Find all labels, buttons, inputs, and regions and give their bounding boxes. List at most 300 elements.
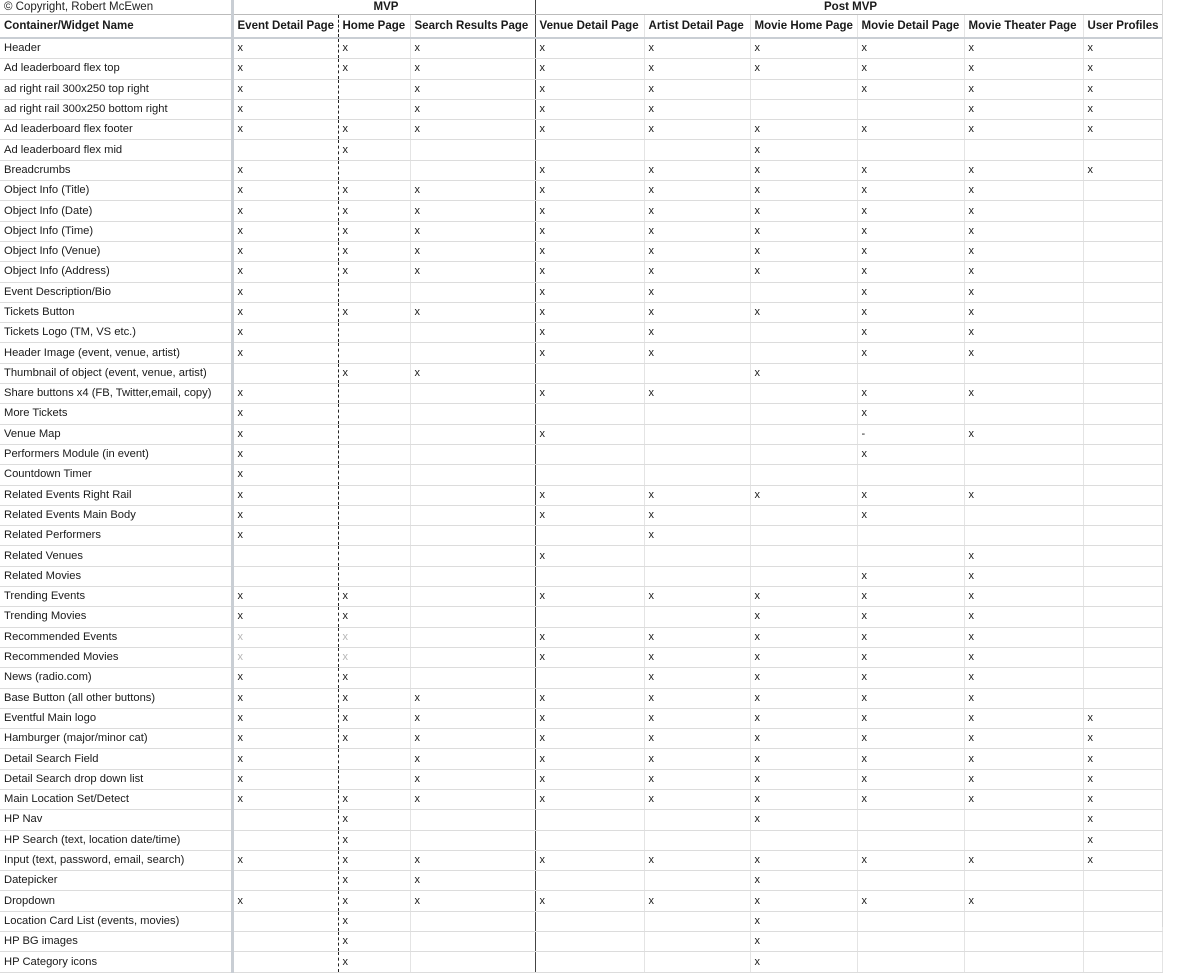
matrix-cell[interactable]: x — [857, 444, 964, 464]
matrix-cell[interactable] — [1083, 221, 1162, 241]
matrix-cell[interactable]: x — [410, 363, 535, 383]
matrix-cell[interactable] — [410, 627, 535, 647]
matrix-cell[interactable] — [750, 384, 857, 404]
matrix-cell[interactable] — [750, 282, 857, 302]
matrix-cell[interactable]: x — [338, 647, 410, 667]
matrix-cell[interactable] — [644, 404, 750, 424]
matrix-cell[interactable] — [338, 526, 410, 546]
matrix-cell[interactable]: x — [857, 181, 964, 201]
matrix-cell[interactable] — [750, 830, 857, 850]
matrix-cell[interactable]: x — [857, 201, 964, 221]
matrix-cell[interactable] — [857, 911, 964, 931]
matrix-cell[interactable] — [750, 465, 857, 485]
matrix-cell[interactable]: x — [1083, 160, 1162, 180]
row-label-cell[interactable]: Main Location Set/Detect — [0, 789, 232, 809]
matrix-cell[interactable]: x — [338, 891, 410, 911]
matrix-cell[interactable]: x — [857, 749, 964, 769]
matrix-cell[interactable]: x — [232, 221, 338, 241]
matrix-cell[interactable]: x — [535, 38, 644, 59]
matrix-cell[interactable] — [410, 911, 535, 931]
matrix-cell[interactable]: x — [644, 647, 750, 667]
matrix-cell[interactable]: x — [750, 181, 857, 201]
matrix-cell[interactable] — [644, 810, 750, 830]
matrix-cell[interactable] — [338, 566, 410, 586]
matrix-cell[interactable]: x — [857, 79, 964, 99]
matrix-cell[interactable] — [750, 404, 857, 424]
matrix-cell[interactable]: x — [857, 587, 964, 607]
matrix-cell[interactable]: x — [964, 262, 1083, 282]
matrix-cell[interactable]: x — [338, 911, 410, 931]
matrix-cell[interactable] — [535, 465, 644, 485]
matrix-cell[interactable]: x — [410, 262, 535, 282]
matrix-cell[interactable] — [1083, 241, 1162, 261]
matrix-cell[interactable]: x — [964, 302, 1083, 322]
matrix-cell[interactable]: x — [232, 769, 338, 789]
matrix-cell[interactable]: x — [1083, 708, 1162, 728]
matrix-cell[interactable]: x — [964, 424, 1083, 444]
matrix-cell[interactable]: x — [535, 485, 644, 505]
matrix-cell[interactable]: x — [964, 546, 1083, 566]
matrix-cell[interactable]: x — [338, 668, 410, 688]
matrix-cell[interactable]: x — [644, 120, 750, 140]
matrix-cell[interactable]: x — [232, 343, 338, 363]
matrix-cell[interactable]: x — [750, 952, 857, 972]
column-header[interactable]: Home Page — [338, 15, 410, 39]
group-header-post-mvp[interactable]: Post MVP — [535, 0, 1162, 15]
matrix-cell[interactable]: x — [535, 384, 644, 404]
matrix-cell[interactable]: x — [857, 262, 964, 282]
matrix-cell[interactable]: x — [535, 891, 644, 911]
column-header[interactable]: Event Detail Page — [232, 15, 338, 39]
matrix-cell[interactable]: x — [964, 201, 1083, 221]
matrix-cell[interactable] — [338, 465, 410, 485]
matrix-cell[interactable]: x — [232, 465, 338, 485]
matrix-cell[interactable] — [535, 952, 644, 972]
matrix-cell[interactable] — [410, 384, 535, 404]
matrix-cell[interactable]: x — [964, 789, 1083, 809]
matrix-cell[interactable]: x — [232, 444, 338, 464]
matrix-cell[interactable] — [535, 932, 644, 952]
matrix-cell[interactable] — [535, 668, 644, 688]
matrix-cell[interactable]: x — [1083, 99, 1162, 119]
matrix-cell[interactable]: x — [857, 607, 964, 627]
matrix-cell[interactable]: x — [338, 59, 410, 79]
matrix-cell[interactable]: x — [535, 181, 644, 201]
matrix-cell[interactable]: x — [410, 79, 535, 99]
matrix-cell[interactable] — [644, 363, 750, 383]
matrix-cell[interactable]: x — [857, 850, 964, 870]
matrix-cell[interactable]: x — [750, 647, 857, 667]
matrix-cell[interactable]: x — [338, 830, 410, 850]
matrix-cell[interactable]: x — [1083, 79, 1162, 99]
matrix-cell[interactable] — [1083, 546, 1162, 566]
matrix-cell[interactable]: x — [857, 282, 964, 302]
matrix-cell[interactable]: x — [644, 627, 750, 647]
matrix-cell[interactable]: x — [410, 729, 535, 749]
matrix-cell[interactable]: x — [1083, 729, 1162, 749]
matrix-cell[interactable]: x — [964, 729, 1083, 749]
matrix-cell[interactable] — [857, 526, 964, 546]
matrix-cell[interactable]: x — [338, 120, 410, 140]
matrix-cell[interactable] — [964, 526, 1083, 546]
matrix-cell[interactable]: x — [535, 627, 644, 647]
matrix-cell[interactable] — [410, 546, 535, 566]
matrix-cell[interactable] — [964, 404, 1083, 424]
matrix-cell[interactable]: x — [535, 323, 644, 343]
matrix-cell[interactable]: x — [750, 688, 857, 708]
row-label-cell[interactable]: Object Info (Venue) — [0, 241, 232, 261]
row-label-cell[interactable]: Related Movies — [0, 566, 232, 586]
matrix-cell[interactable]: x — [338, 688, 410, 708]
matrix-cell[interactable] — [644, 607, 750, 627]
matrix-cell[interactable] — [232, 871, 338, 891]
matrix-cell[interactable]: x — [750, 891, 857, 911]
matrix-cell[interactable]: x — [644, 891, 750, 911]
matrix-cell[interactable]: x — [964, 769, 1083, 789]
matrix-cell[interactable] — [644, 465, 750, 485]
matrix-cell[interactable] — [644, 546, 750, 566]
matrix-cell[interactable]: x — [535, 282, 644, 302]
matrix-cell[interactable]: x — [232, 241, 338, 261]
matrix-cell[interactable]: x — [410, 769, 535, 789]
row-label-cell[interactable]: Ad leaderboard flex mid — [0, 140, 232, 160]
matrix-cell[interactable]: x — [1083, 38, 1162, 59]
matrix-cell[interactable]: x — [750, 607, 857, 627]
matrix-cell[interactable]: x — [644, 38, 750, 59]
matrix-cell[interactable] — [964, 952, 1083, 972]
matrix-cell[interactable] — [1083, 384, 1162, 404]
matrix-cell[interactable] — [1083, 952, 1162, 972]
matrix-cell[interactable]: x — [535, 201, 644, 221]
matrix-cell[interactable] — [644, 140, 750, 160]
matrix-cell[interactable] — [1083, 566, 1162, 586]
matrix-cell[interactable]: x — [410, 789, 535, 809]
matrix-cell[interactable] — [750, 546, 857, 566]
matrix-cell[interactable]: x — [338, 241, 410, 261]
matrix-cell[interactable]: x — [338, 140, 410, 160]
matrix-cell[interactable]: x — [338, 363, 410, 383]
matrix-cell[interactable] — [410, 668, 535, 688]
matrix-cell[interactable] — [410, 160, 535, 180]
matrix-cell[interactable]: x — [338, 607, 410, 627]
matrix-cell[interactable] — [644, 871, 750, 891]
matrix-cell[interactable]: x — [410, 201, 535, 221]
matrix-cell[interactable]: x — [644, 59, 750, 79]
matrix-cell[interactable]: x — [338, 871, 410, 891]
matrix-cell[interactable]: x — [338, 627, 410, 647]
row-label-cell[interactable]: Performers Module (in event) — [0, 444, 232, 464]
matrix-cell[interactable]: x — [410, 891, 535, 911]
matrix-cell[interactable] — [1083, 871, 1162, 891]
matrix-cell[interactable] — [338, 546, 410, 566]
row-label-cell[interactable]: Trending Events — [0, 587, 232, 607]
row-label-cell[interactable]: Tickets Logo (TM, VS etc.) — [0, 323, 232, 343]
matrix-cell[interactable]: x — [857, 769, 964, 789]
row-label-cell[interactable]: Object Info (Title) — [0, 181, 232, 201]
matrix-cell[interactable]: x — [410, 38, 535, 59]
matrix-cell[interactable] — [1083, 627, 1162, 647]
matrix-cell[interactable] — [644, 566, 750, 586]
matrix-cell[interactable] — [1083, 526, 1162, 546]
matrix-cell[interactable] — [232, 140, 338, 160]
matrix-cell[interactable]: x — [750, 911, 857, 931]
matrix-cell[interactable]: x — [750, 729, 857, 749]
matrix-cell[interactable]: x — [644, 262, 750, 282]
matrix-cell[interactable]: x — [750, 363, 857, 383]
matrix-cell[interactable]: x — [857, 38, 964, 59]
matrix-cell[interactable]: x — [338, 708, 410, 728]
matrix-cell[interactable] — [338, 424, 410, 444]
matrix-cell[interactable] — [535, 140, 644, 160]
matrix-cell[interactable]: x — [410, 221, 535, 241]
column-header[interactable]: Movie Theater Page — [964, 15, 1083, 39]
matrix-cell[interactable]: x — [410, 59, 535, 79]
matrix-cell[interactable]: x — [535, 160, 644, 180]
matrix-cell[interactable]: x — [964, 688, 1083, 708]
matrix-cell[interactable]: x — [857, 688, 964, 708]
matrix-cell[interactable]: x — [1083, 769, 1162, 789]
row-label-cell[interactable]: Share buttons x4 (FB, Twitter,email, copy) — [0, 384, 232, 404]
matrix-cell[interactable] — [338, 404, 410, 424]
matrix-cell[interactable] — [410, 343, 535, 363]
matrix-cell[interactable] — [857, 952, 964, 972]
matrix-cell[interactable]: x — [1083, 749, 1162, 769]
matrix-cell[interactable] — [644, 911, 750, 931]
matrix-cell[interactable] — [1083, 668, 1162, 688]
matrix-cell[interactable]: x — [964, 749, 1083, 769]
matrix-cell[interactable]: x — [857, 59, 964, 79]
matrix-cell[interactable] — [644, 424, 750, 444]
matrix-cell[interactable] — [338, 79, 410, 99]
matrix-cell[interactable]: x — [857, 668, 964, 688]
row-label-cell[interactable]: HP Search (text, location date/time) — [0, 830, 232, 850]
matrix-cell[interactable] — [1083, 607, 1162, 627]
matrix-cell[interactable]: x — [750, 749, 857, 769]
matrix-cell[interactable] — [1083, 505, 1162, 525]
matrix-cell[interactable]: x — [857, 647, 964, 667]
matrix-cell[interactable]: x — [535, 120, 644, 140]
matrix-cell[interactable]: x — [232, 404, 338, 424]
matrix-cell[interactable]: x — [964, 647, 1083, 667]
column-header[interactable]: User Profiles — [1083, 15, 1162, 39]
row-label-cell[interactable]: Header — [0, 38, 232, 59]
matrix-cell[interactable]: x — [535, 587, 644, 607]
matrix-cell[interactable]: x — [644, 850, 750, 870]
matrix-cell[interactable]: x — [964, 59, 1083, 79]
matrix-cell[interactable] — [750, 79, 857, 99]
column-header[interactable]: Artist Detail Page — [644, 15, 750, 39]
matrix-cell[interactable]: x — [410, 99, 535, 119]
row-label-cell[interactable]: Tickets Button — [0, 302, 232, 322]
row-label-cell[interactable]: HP BG images — [0, 932, 232, 952]
matrix-cell[interactable] — [410, 566, 535, 586]
matrix-cell[interactable]: x — [338, 952, 410, 972]
matrix-cell[interactable]: x — [964, 668, 1083, 688]
matrix-cell[interactable]: x — [410, 749, 535, 769]
matrix-cell[interactable]: x — [857, 708, 964, 728]
matrix-cell[interactable]: x — [232, 323, 338, 343]
matrix-cell[interactable]: x — [410, 302, 535, 322]
row-label-cell[interactable]: Related Events Right Rail — [0, 485, 232, 505]
matrix-cell[interactable] — [1083, 932, 1162, 952]
matrix-cell[interactable]: x — [535, 59, 644, 79]
matrix-cell[interactable]: x — [338, 729, 410, 749]
matrix-cell[interactable] — [410, 465, 535, 485]
matrix-cell[interactable]: x — [232, 384, 338, 404]
matrix-cell[interactable]: x — [750, 850, 857, 870]
matrix-cell[interactable]: x — [857, 221, 964, 241]
matrix-cell[interactable]: x — [964, 587, 1083, 607]
matrix-cell[interactable]: x — [232, 160, 338, 180]
matrix-cell[interactable]: x — [964, 181, 1083, 201]
matrix-cell[interactable]: x — [232, 302, 338, 322]
matrix-cell[interactable]: x — [964, 282, 1083, 302]
matrix-cell[interactable]: x — [410, 688, 535, 708]
matrix-cell[interactable] — [338, 505, 410, 525]
matrix-cell[interactable]: x — [644, 526, 750, 546]
matrix-cell[interactable] — [338, 282, 410, 302]
matrix-cell[interactable]: x — [232, 79, 338, 99]
matrix-cell[interactable] — [857, 546, 964, 566]
row-label-cell[interactable]: Event Description/Bio — [0, 282, 232, 302]
matrix-cell[interactable]: x — [535, 424, 644, 444]
matrix-cell[interactable]: x — [857, 241, 964, 261]
row-label-cell[interactable]: Detail Search drop down list — [0, 769, 232, 789]
matrix-cell[interactable]: x — [232, 99, 338, 119]
matrix-cell[interactable]: x — [410, 181, 535, 201]
matrix-cell[interactable] — [750, 343, 857, 363]
matrix-cell[interactable] — [410, 323, 535, 343]
column-header[interactable]: Movie Home Page — [750, 15, 857, 39]
matrix-cell[interactable] — [750, 526, 857, 546]
matrix-cell[interactable] — [338, 99, 410, 119]
row-label-cell[interactable]: Countdown Timer — [0, 465, 232, 485]
matrix-cell[interactable] — [338, 343, 410, 363]
matrix-cell[interactable]: x — [750, 789, 857, 809]
matrix-cell[interactable] — [857, 465, 964, 485]
matrix-cell[interactable] — [410, 647, 535, 667]
matrix-cell[interactable] — [1083, 363, 1162, 383]
matrix-cell[interactable]: x — [232, 668, 338, 688]
row-label-cell[interactable]: News (radio.com) — [0, 668, 232, 688]
matrix-cell[interactable]: x — [535, 769, 644, 789]
matrix-cell[interactable] — [1083, 323, 1162, 343]
matrix-cell[interactable]: x — [750, 587, 857, 607]
matrix-cell[interactable]: x — [338, 302, 410, 322]
matrix-cell[interactable]: x — [232, 627, 338, 647]
matrix-cell[interactable] — [535, 871, 644, 891]
matrix-cell[interactable]: x — [644, 343, 750, 363]
matrix-cell[interactable]: x — [338, 932, 410, 952]
row-label-cell[interactable]: Header Image (event, venue, artist) — [0, 343, 232, 363]
row-label-cell[interactable]: Related Events Main Body — [0, 505, 232, 525]
matrix-cell[interactable]: x — [964, 607, 1083, 627]
matrix-cell[interactable]: x — [750, 38, 857, 59]
matrix-cell[interactable] — [1083, 647, 1162, 667]
row-label-cell[interactable]: Input (text, password, email, search) — [0, 850, 232, 870]
matrix-cell[interactable] — [410, 424, 535, 444]
row-label-cell[interactable]: More Tickets — [0, 404, 232, 424]
matrix-cell[interactable]: x — [535, 850, 644, 870]
row-label-cell[interactable]: ad right rail 300x250 top right — [0, 79, 232, 99]
matrix-cell[interactable] — [1083, 201, 1162, 221]
matrix-cell[interactable]: x — [410, 871, 535, 891]
matrix-cell[interactable] — [535, 607, 644, 627]
matrix-cell[interactable]: x — [750, 302, 857, 322]
matrix-cell[interactable] — [410, 505, 535, 525]
matrix-cell[interactable]: x — [857, 729, 964, 749]
matrix-cell[interactable] — [964, 932, 1083, 952]
matrix-cell[interactable] — [1083, 282, 1162, 302]
matrix-cell[interactable]: x — [644, 79, 750, 99]
matrix-cell[interactable] — [410, 485, 535, 505]
matrix-cell[interactable]: x — [644, 505, 750, 525]
matrix-cell[interactable]: x — [338, 587, 410, 607]
matrix-cell[interactable] — [1083, 465, 1162, 485]
row-label-cell[interactable]: HP Category icons — [0, 952, 232, 972]
matrix-cell[interactable]: x — [857, 627, 964, 647]
matrix-cell[interactable]: x — [644, 302, 750, 322]
matrix-cell[interactable]: x — [232, 38, 338, 59]
matrix-cell[interactable]: x — [644, 323, 750, 343]
matrix-cell[interactable] — [338, 485, 410, 505]
row-label-cell[interactable]: Ad leaderboard flex top — [0, 59, 232, 79]
matrix-cell[interactable]: x — [338, 201, 410, 221]
matrix-cell[interactable]: x — [750, 160, 857, 180]
matrix-cell[interactable]: x — [857, 789, 964, 809]
matrix-cell[interactable]: x — [644, 282, 750, 302]
matrix-cell[interactable]: x — [232, 120, 338, 140]
matrix-cell[interactable]: x — [535, 688, 644, 708]
matrix-cell[interactable]: x — [535, 343, 644, 363]
matrix-cell[interactable] — [535, 830, 644, 850]
row-label-cell[interactable]: Breadcrumbs — [0, 160, 232, 180]
matrix-cell[interactable]: x — [750, 241, 857, 261]
matrix-cell[interactable]: x — [644, 384, 750, 404]
column-header[interactable]: Movie Detail Page — [857, 15, 964, 39]
matrix-cell[interactable]: x — [1083, 810, 1162, 830]
matrix-cell[interactable] — [964, 830, 1083, 850]
matrix-cell[interactable]: x — [1083, 850, 1162, 870]
matrix-cell[interactable]: x — [964, 850, 1083, 870]
matrix-cell[interactable]: x — [338, 262, 410, 282]
matrix-cell[interactable]: x — [232, 282, 338, 302]
matrix-cell[interactable] — [964, 810, 1083, 830]
matrix-cell[interactable] — [1083, 262, 1162, 282]
matrix-cell[interactable] — [750, 566, 857, 586]
matrix-cell[interactable] — [232, 810, 338, 830]
matrix-cell[interactable] — [964, 444, 1083, 464]
matrix-cell[interactable]: x — [1083, 830, 1162, 850]
matrix-cell[interactable] — [857, 140, 964, 160]
matrix-cell[interactable]: x — [338, 810, 410, 830]
matrix-cell[interactable] — [410, 282, 535, 302]
matrix-cell[interactable] — [535, 444, 644, 464]
matrix-cell[interactable]: x — [750, 668, 857, 688]
matrix-cell[interactable]: x — [232, 262, 338, 282]
matrix-cell[interactable] — [410, 830, 535, 850]
row-label-cell[interactable]: Ad leaderboard flex footer — [0, 120, 232, 140]
matrix-cell[interactable]: x — [964, 485, 1083, 505]
matrix-cell[interactable] — [535, 526, 644, 546]
matrix-cell[interactable] — [535, 911, 644, 931]
matrix-cell[interactable] — [964, 911, 1083, 931]
matrix-cell[interactable]: x — [750, 120, 857, 140]
matrix-cell[interactable]: x — [232, 647, 338, 667]
matrix-cell[interactable]: x — [232, 485, 338, 505]
matrix-cell[interactable]: x — [750, 221, 857, 241]
matrix-cell[interactable]: x — [964, 38, 1083, 59]
